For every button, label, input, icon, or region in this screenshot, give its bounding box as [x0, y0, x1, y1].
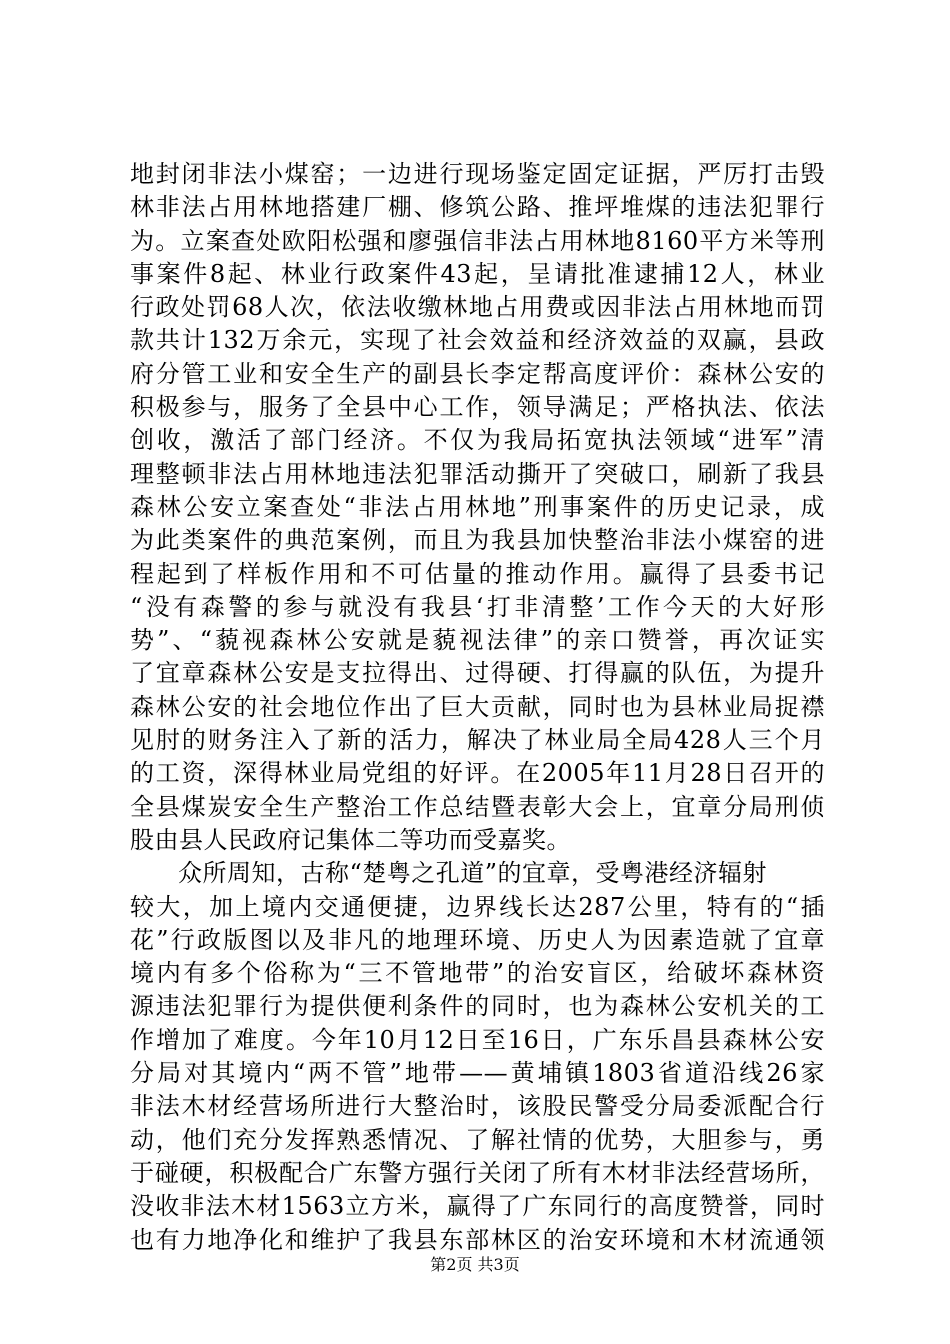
paragraph: [130, 857, 825, 1257]
text-line: 创收，激活了部门经济。不仅为我局拓宽执法领域“进军”清: [130, 426, 825, 455]
text-line: 全县煤炭安全生产整治工作总结暨表彰大会上，宜章分局刑侦: [130, 792, 825, 821]
page-footer: 第2页 共3页: [430, 1255, 520, 1274]
text-line: “没有森警的参与就没有我县‘打非清整’工作今天的大好形: [130, 592, 825, 621]
text-line: 行政处罚68人次，依法收缴林地占用费或因非法占用林地而罚: [130, 293, 825, 322]
text-line: 动，他们充分发挥熟悉情况、了解社情的优势，大胆参与，勇: [130, 1125, 825, 1154]
text-line: 了宜章森林公安是支拉得出、过得硬、打得赢的队伍，为提升: [130, 659, 825, 688]
text-line: 股由县人民政府记集体二等功而受嘉奖。: [130, 825, 571, 854]
text-line: 势”、“藐视森林公安就是藐视法律”的亲口赞誉，再次证实: [130, 626, 825, 655]
text-line: 为。立案查处欧阳松强和廖强信非法占用林地8160平方米等刑: [130, 226, 825, 255]
text-line: 的工资，深得林业局党组的好评。在2005年11月28日召开的: [130, 759, 825, 788]
text-line: 理整顿非法占用林地违法犯罪活动撕开了突破口，刷新了我县: [130, 459, 825, 488]
text-line: 非法木材经营场所进行大整治时，该股民警受分局委派配合行: [130, 1092, 825, 1121]
text-line: 花”行政版图以及非凡的地理环境、历史人为因素造就了宜章: [130, 925, 825, 954]
text-line: 没收非法木材1563立方米，赢得了广东同行的高度赞誉，同时: [130, 1192, 825, 1221]
text-line: 森林公安立案查处“非法占用林地”刑事案件的历史记录，成: [130, 492, 825, 521]
text-line: 为此类案件的典范案例，而且为我县加快整治非法小煤窑的进: [130, 526, 825, 555]
text-line: 源违法犯罪行为提供便利条件的同时，也为森林公安机关的工: [130, 992, 825, 1021]
text-line: 府分管工业和安全生产的副县长李定帮高度评价：森林公安的: [130, 359, 825, 388]
text-line: 较大，加上境内交通便捷，边界线长达287公里，特有的“插: [130, 892, 825, 921]
text-line: 分局对其境内“两不管”地带——黄埔镇1803省道沿线26家: [130, 1059, 825, 1088]
text-line: 也有力地净化和维护了我县东部林区的治安环境和木材流通领: [130, 1225, 825, 1254]
text-line: 林非法占用林地搭建厂棚、修筑公路、推坪堆煤的违法犯罪行: [130, 193, 825, 222]
paragraph: [130, 158, 825, 857]
text-line: 事案件8起、林业行政案件43起，呈请批准逮捕12人，林业: [130, 259, 825, 288]
text-line: 程起到了样板作用和不可估量的推动作用。赢得了县委书记: [130, 559, 825, 588]
text-line: 地封闭非法小煤窑；一边进行现场鉴定固定证据，严厉打击毁: [130, 160, 825, 188]
text-line: 作增加了难度。今年10月12日至16日，广东乐昌县森林公安: [130, 1025, 825, 1054]
document-body: [130, 158, 825, 1257]
text-line: 众所周知，古称“楚粤之孔道”的宜章，受粤港经济辐射: [178, 859, 768, 888]
text-line: 于碰硬，积极配合广东警方强行关闭了所有木材非法经营场所，: [130, 1158, 825, 1187]
text-line: 境内有多个俗称为“三不管地带”的治安盲区，给破坏森林资: [130, 959, 825, 988]
text-line: 森林公安的社会地位作出了巨大贡献，同时也为县林业局捉襟: [130, 692, 825, 721]
text-line: 见肘的财务注入了新的活力，解决了林业局全局428人三个月: [130, 726, 825, 755]
text-line: 款共计132万余元，实现了社会效益和经济效益的双赢，县政: [130, 326, 825, 355]
text-line: 积极参与，服务了全县中心工作，领导满足；严格执法、依法: [130, 393, 825, 422]
